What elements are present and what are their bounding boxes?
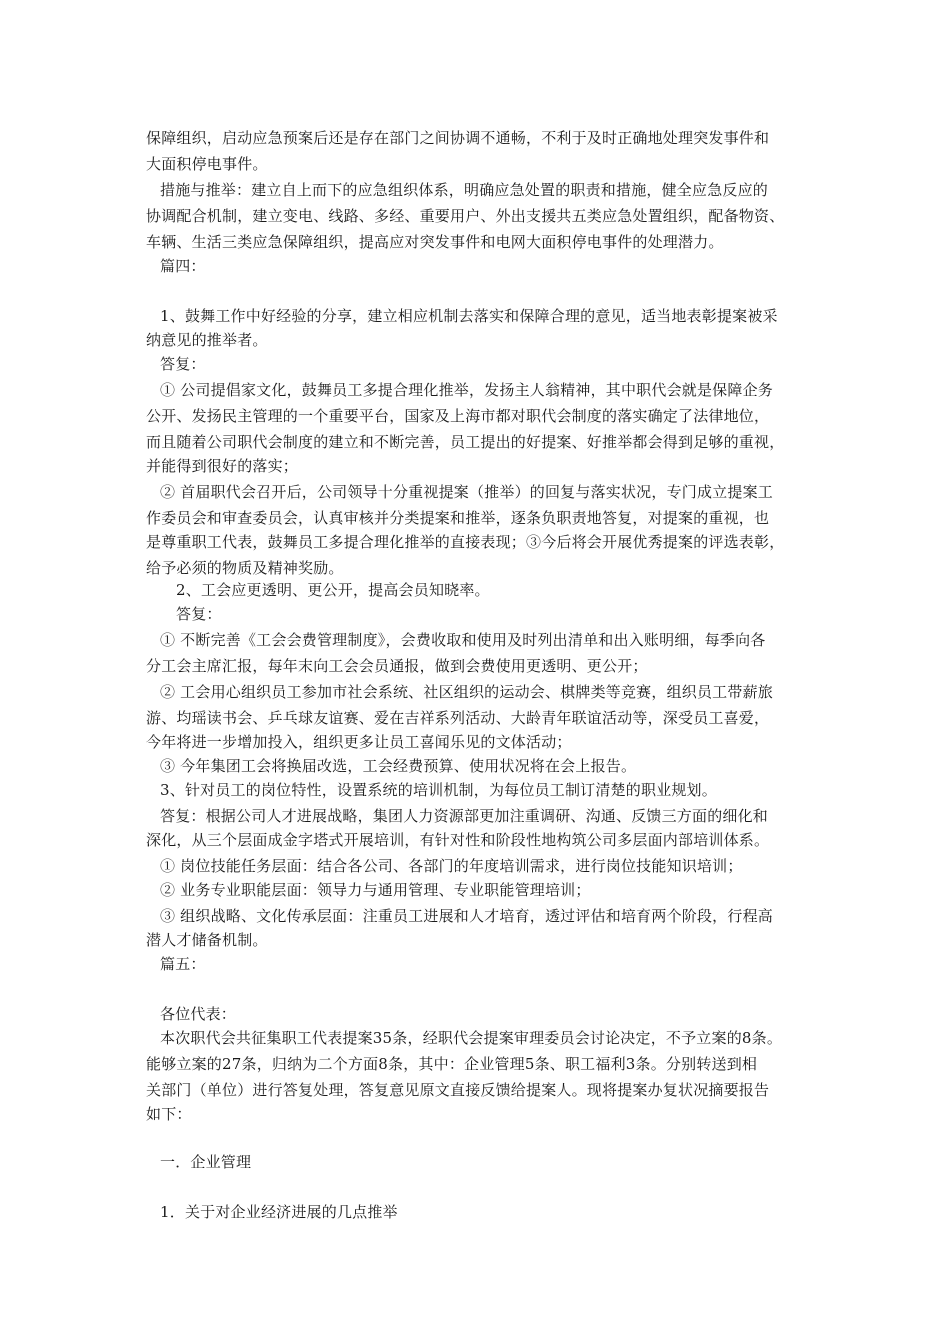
paragraph-line: 纳意见的推举者。 <box>146 331 268 349</box>
salutation: 各位代表： <box>160 1005 237 1023</box>
paragraph-line: 给予必须的物质及精神奖励。 <box>146 559 344 577</box>
paragraph-line: ① 岗位技能任务层面：结合各公司、各部门的年度培训需求，进行岗位技能知识培训； <box>160 857 743 875</box>
paragraph-line: 大面积停电事件。 <box>146 155 268 173</box>
paragraph-line: 今年将进一步增加投入，组织更多让员工喜闻乐见的文体活动； <box>146 733 572 751</box>
paragraph-line: 措施与推举：建立自上而下的应急组织体系，明确应急处置的职责和措施，健全应急反应的 <box>160 181 769 199</box>
item-heading: 1．关于对企业经济进展的几点推举 <box>160 1203 398 1221</box>
subsection-heading: 一．企业管理 <box>160 1153 252 1171</box>
paragraph-line: 是尊重职工代表，鼓舞员工多提合理化推举的直接表现；③今后将会开展优秀提案的评选表彰， <box>146 533 785 551</box>
paragraph-line: ① 不断完善《工会会费管理制度》，会费收取和使用及时列出清单和出入账明细，每季向各 <box>160 631 766 649</box>
paragraph-line: 如下： <box>146 1105 192 1123</box>
paragraph-line: 深化，从三个层面成金字塔式开展培训，有针对性和阶段性地构筑公司多层面内部培训体系。 <box>146 831 770 849</box>
paragraph-line: 2、工会应更透明、更公开，提高会员知晓率。 <box>176 581 490 599</box>
paragraph-line: 保障组织，启动应急预案后还是存在部门之间协调不通畅，不利于及时正确地处理突发事件和 <box>146 129 770 147</box>
paragraph-line: 1、鼓舞工作中好经验的分享，建立相应机制去落实和保障合理的意见，适当地表彰提案被采 <box>160 307 778 325</box>
paragraph-line: ② 首届职代会召开后，公司领导十分重视提案（推举）的回复与落实状况，专门成立提案工 <box>160 483 773 501</box>
paragraph-line: ① 公司提倡家文化，鼓舞员工多提合理化推举，发扬主人翁精神，其中职代会就是保障企务 <box>160 381 773 399</box>
paragraph-line: ② 业务专业职能层面：领导力与通用管理、专业职能管理培训； <box>160 881 591 899</box>
paragraph-line: 游、均瑶读书会、乒乓球友谊赛、爱在吉祥系列活动、大龄青年联谊活动等，深受员工喜爱， <box>146 709 770 727</box>
section-heading: 篇五： <box>160 955 206 973</box>
paragraph-line: 并能得到很好的落实； <box>146 457 299 475</box>
paragraph-line: 协调配合机制，建立变电、线路、多经、重要用户、外出支援共五类应急处置组织，配备物资、 <box>146 207 785 225</box>
paragraph-line: 作委员会和审查委员会，认真审核并分类提案和推举，逐条负职责地答复，对提案的重视，也 <box>146 509 770 527</box>
paragraph-line: 关部门（单位）进行答复处理，答复意见原文直接反馈给提案人。现将提案办复状况摘要报告 <box>146 1081 770 1099</box>
paragraph-line: 能够立案的27条，归纳为二个方面8条，其中：企业管理5条、职工福利3条。分别转送到相 <box>146 1055 758 1073</box>
paragraph-line: ③ 今年集团工会将换届改选，工会经费预算、使用状况将在会上报告。 <box>160 757 637 775</box>
paragraph-line: 本次职代会共征集职工代表提案35条，经职代会提案审理委员会讨论决定，不予立案的8条。 <box>160 1029 783 1047</box>
paragraph-line: 车辆、生活三类应急保障组织，提高应对突发事件和电网大面积停电事件的处理潜力。 <box>146 233 724 251</box>
paragraph-line: 分工会主席汇报，每年末向工会会员通报，做到会费使用更透明、更公开； <box>146 657 648 675</box>
paragraph-line: ③ 组织战略、文化传承层面：注重员工进展和人才培育，透过评估和培育两个阶段，行程高 <box>160 907 773 925</box>
paragraph-line: 潜人才储备机制。 <box>146 931 268 949</box>
paragraph-line: 而且随着公司职代会制度的建立和不断完善，员工提出的好提案、好推举都会得到足够的重视， <box>146 433 785 451</box>
paragraph-line: 答复：根据公司人才进展战略，集团人力资源部更加注重调研、沟通、反馈三方面的细化和 <box>160 807 769 825</box>
paragraph-line: 答复： <box>160 355 206 373</box>
paragraph-line: 答复： <box>176 605 222 623</box>
paragraph-line: 公开、发扬民主管理的一个重要平台，国家及上海市都对职代会制度的落实确定了法律地位， <box>146 407 770 425</box>
paragraph-line: ② 工会用心组织员工参加市社会系统、社区组织的运动会、棋牌类等竞赛，组织员工带薪旅 <box>160 683 773 701</box>
section-heading: 篇四： <box>160 257 206 275</box>
paragraph-line: 3、针对员工的岗位特性，设置系统的培训机制，为每位员工制订清楚的职业规划。 <box>160 781 717 799</box>
